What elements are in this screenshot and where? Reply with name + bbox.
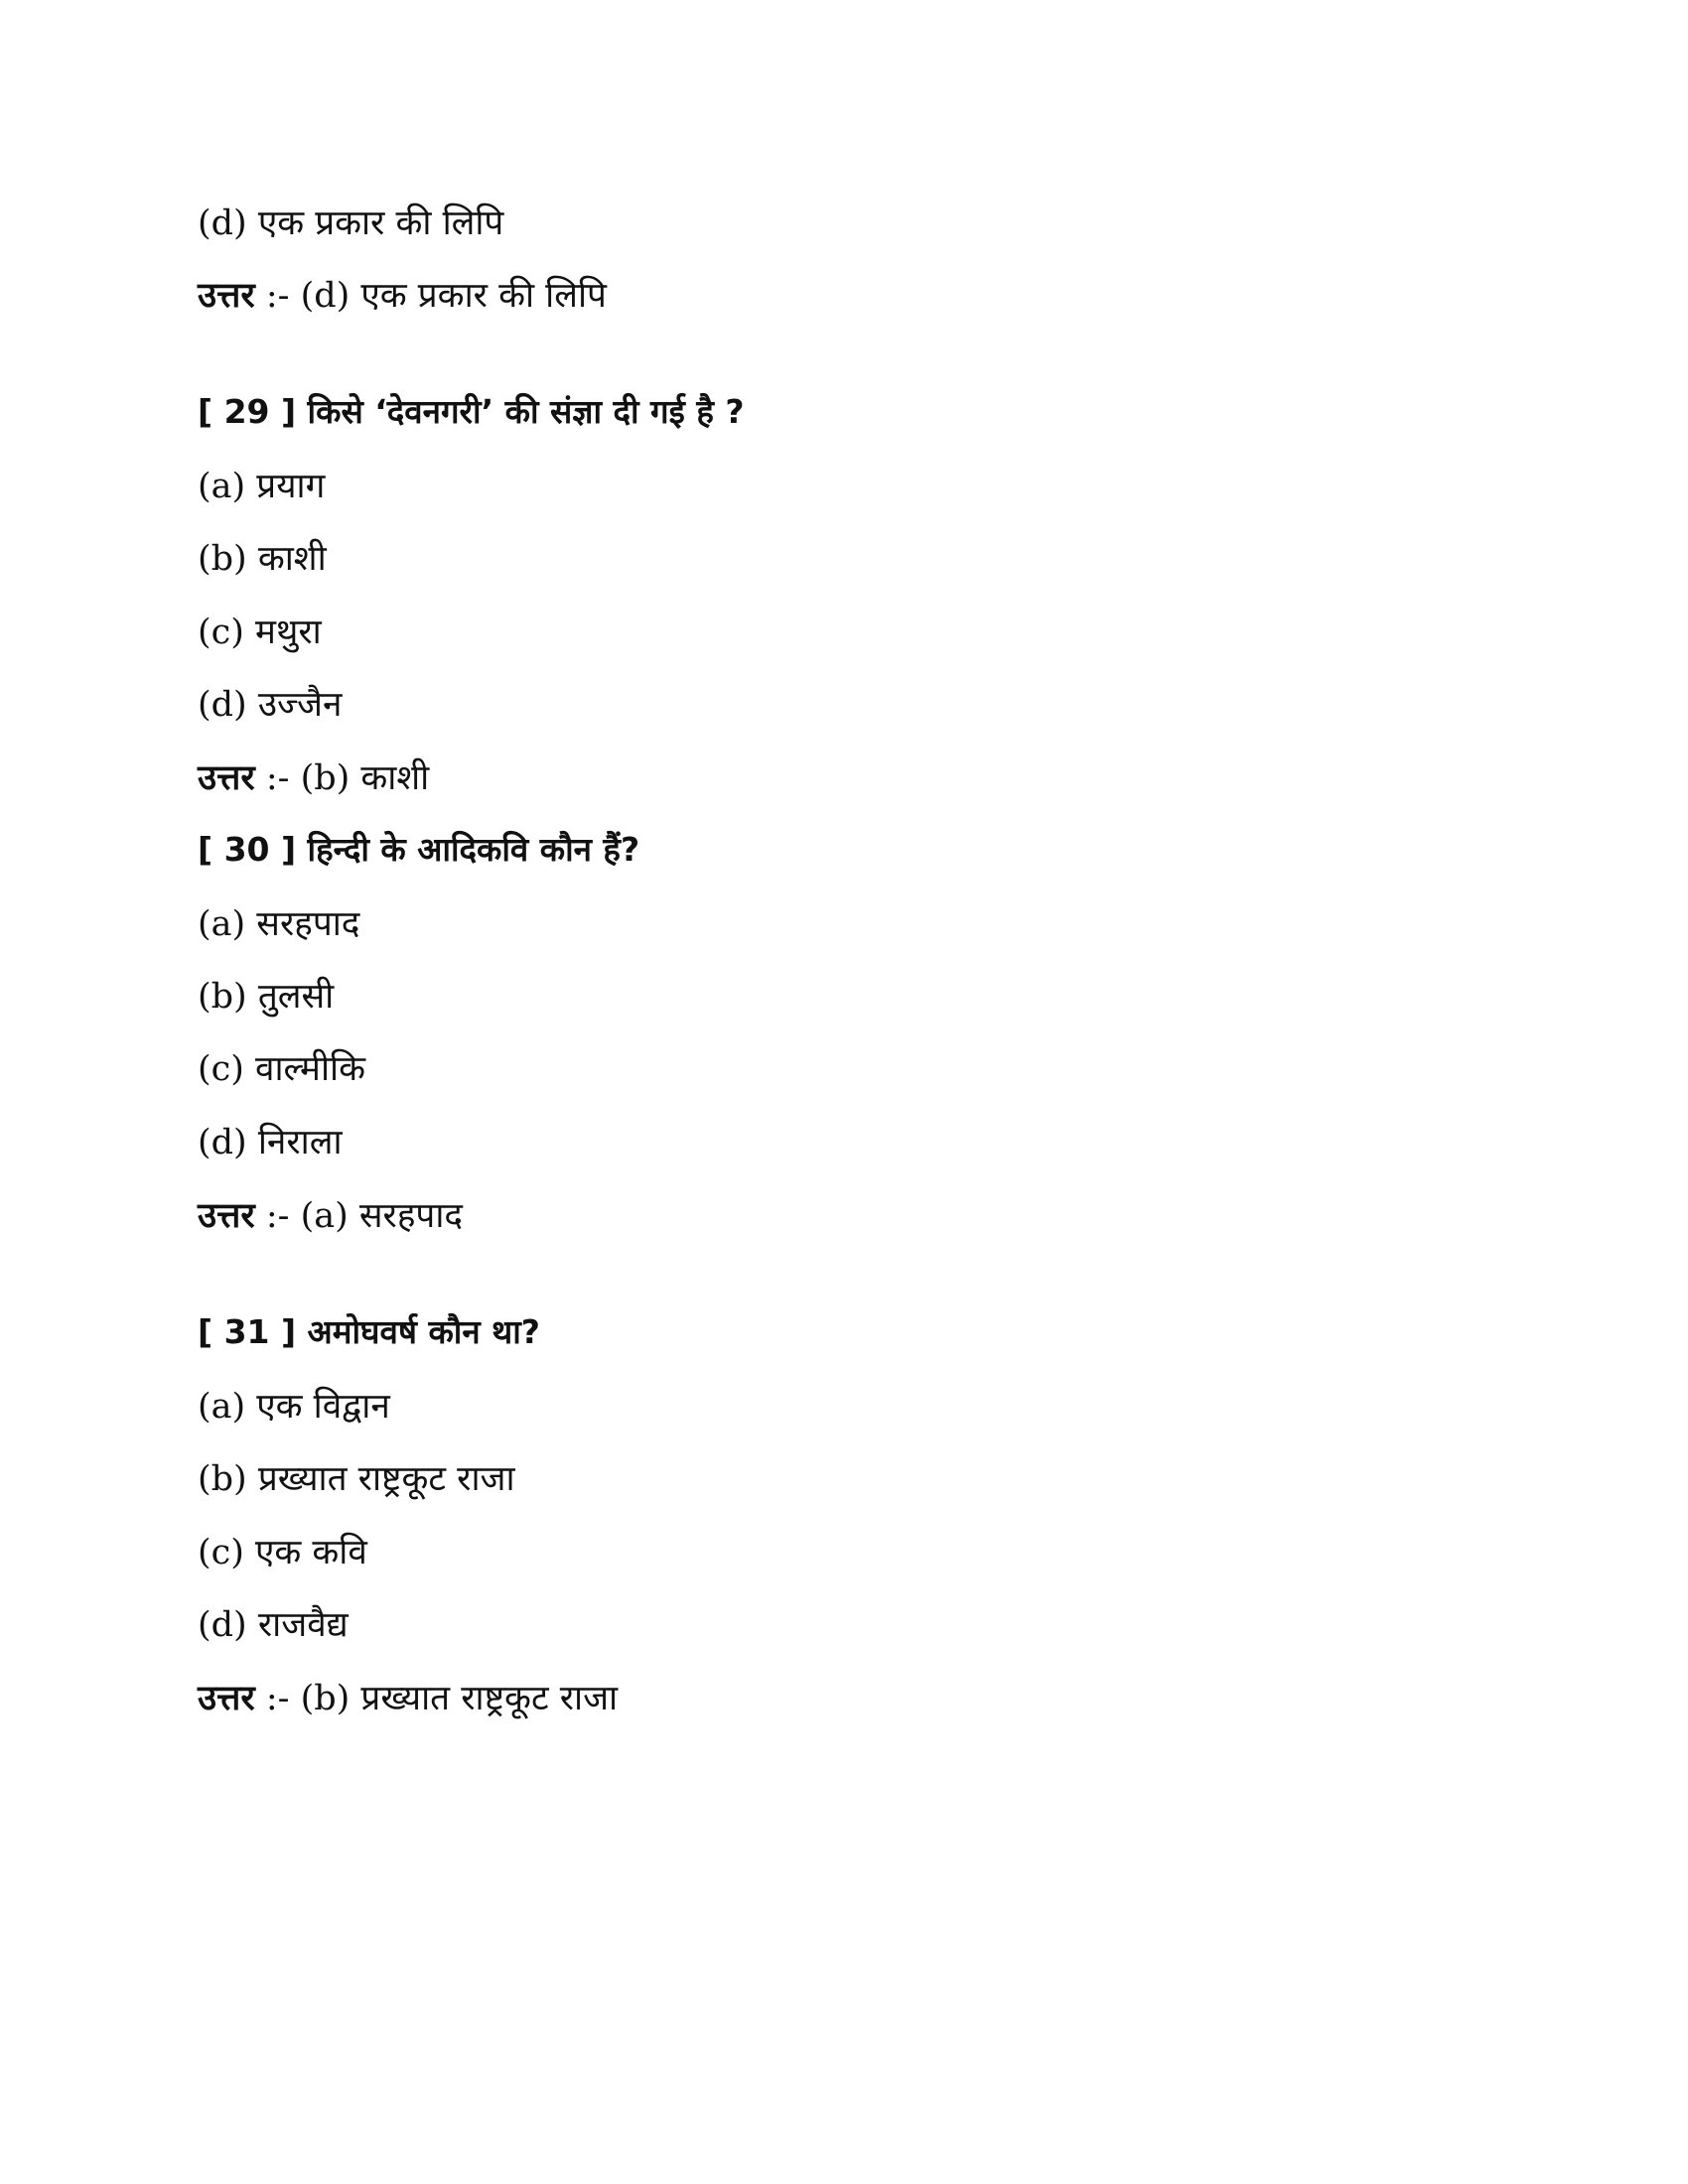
prev-answer — [198, 273, 607, 319]
q29-answer — [198, 755, 429, 801]
answer-text: :- (b) प्रख्यात राष्ट्रकूट राजा — [265, 1679, 619, 1718]
q29-option-a: (a) प्रयाग — [198, 467, 326, 506]
prev-option-d: (d) एक प्रकार की लिपि — [198, 204, 504, 243]
q30-option-d: (d) निराला — [198, 1123, 343, 1162]
answer-text: :- (b) काशी — [265, 758, 430, 798]
answer-label: उत्तर — [198, 1196, 255, 1236]
answer-text: :- (d) एक प्रकार की लिपि — [265, 276, 607, 316]
q31-option-a: (a) एक विद्वान — [198, 1387, 390, 1427]
answer-label: उत्तर — [198, 1679, 255, 1718]
q30-answer — [198, 1193, 463, 1239]
q31-option-d: (d) राजवैद्य — [198, 1605, 349, 1645]
q30-option-c: (c) वाल्मीकि — [198, 1049, 365, 1089]
answer-text: :- (a) सरहपाद — [265, 1196, 463, 1236]
q31-option-c: (c) एक कवि — [198, 1533, 367, 1572]
q30-option-a: (a) सरहपाद — [198, 904, 360, 944]
q31-answer — [198, 1676, 618, 1721]
question-29: [ 29 ] किसे ‘देवनगरी’ की संज्ञा दी गई है ? — [198, 392, 745, 431]
question-31: [ 31 ] अमोघवर्ष कौन था? — [198, 1312, 540, 1351]
question-30: [ 30 ] हिन्दी के आदिकवि कौन हैं? — [198, 830, 640, 869]
q29-option-b: (b) काशी — [198, 539, 327, 579]
q29-option-c: (c) मथुरा — [198, 613, 322, 652]
answer-label: उत्तर — [198, 758, 255, 798]
answer-label: उत्तर — [198, 276, 255, 316]
q29-option-d: (d) उज्जैन — [198, 685, 343, 725]
q30-option-b: (b) तुलसी — [198, 977, 335, 1017]
q31-option-b: (b) प्रख्यात राष्ट्रकूट राजा — [198, 1459, 515, 1499]
